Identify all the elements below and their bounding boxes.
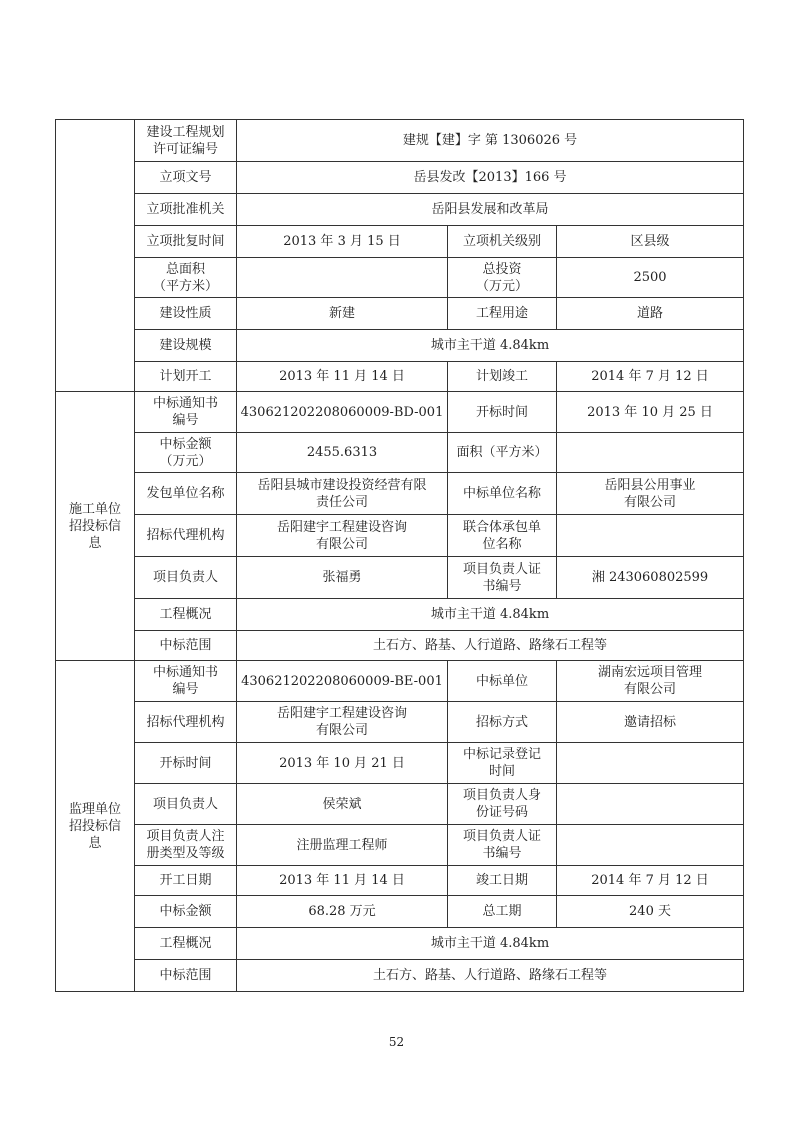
s-overview-value: 城市主干道 4.84km	[237, 928, 744, 960]
construction-nature-value: 新建	[237, 298, 448, 330]
s-record-time-value	[557, 743, 744, 784]
supervision-section-label: 监理单位 招投标信 息	[56, 661, 135, 992]
c-award-amount-value: 2455.6313	[237, 433, 448, 473]
c-bid-opening-label: 开标时间	[448, 392, 557, 433]
s-tender-method-label: 招标方式	[448, 702, 557, 743]
c-winner-value: 岳阳县公用事业 有限公司	[557, 473, 744, 515]
c-scope-value: 土石方、路基、人行道路、路缘石工程等	[237, 631, 744, 661]
c-employer-label: 发包单位名称	[135, 473, 237, 515]
approval-doc-value: 岳县发改【2013】166 号	[237, 162, 744, 194]
s-scope-value: 土石方、路基、人行道路、路缘石工程等	[237, 960, 744, 992]
s-manager-cert-value	[557, 825, 744, 866]
c-manager-cert-value: 湘 243060802599	[557, 557, 744, 599]
c-award-amount-label: 中标金额 （万元）	[135, 433, 237, 473]
c-award-notice-label: 中标通知书 编号	[135, 392, 237, 433]
planning-permit-value: 建规【建】字 第 1306026 号	[237, 120, 744, 162]
s-overview-label: 工程概况	[135, 928, 237, 960]
planned-start-value: 2013 年 11 月 14 日	[237, 362, 448, 392]
s-start-date-value: 2013 年 11 月 14 日	[237, 866, 448, 896]
s-manager-value: 侯荣斌	[237, 784, 448, 825]
c-consortium-value	[557, 515, 744, 557]
s-end-date-value: 2014 年 7 月 12 日	[557, 866, 744, 896]
s-tender-method-value: 邀请招标	[557, 702, 744, 743]
c-overview-label: 工程概况	[135, 599, 237, 631]
approval-authority-label: 立项批准机关	[135, 194, 237, 226]
s-agency-label: 招标代理机构	[135, 702, 237, 743]
c-manager-cert-label: 项目负责人证 书编号	[448, 557, 557, 599]
c-area-value	[557, 433, 744, 473]
project-use-label: 工程用途	[448, 298, 557, 330]
s-award-amount-value: 68.28 万元	[237, 896, 448, 928]
c-agency-value: 岳阳建宇工程建设咨询 有限公司	[237, 515, 448, 557]
c-scope-label: 中标范围	[135, 631, 237, 661]
project-section-label	[56, 120, 135, 392]
c-manager-label: 项目负责人	[135, 557, 237, 599]
s-manager-reg-value: 注册监理工程师	[237, 825, 448, 866]
total-investment-label: 总投资 （万元）	[448, 258, 557, 298]
c-award-notice-value: 430621202208060009-BD-001	[237, 392, 448, 433]
c-employer-value: 岳阳县城市建设投资经营有限 责任公司	[237, 473, 448, 515]
c-winner-label: 中标单位名称	[448, 473, 557, 515]
approval-authority-value: 岳阳县发展和改革局	[237, 194, 744, 226]
approval-doc-label: 立项文号	[135, 162, 237, 194]
construction-scale-label: 建设规模	[135, 330, 237, 362]
project-info-table	[55, 119, 744, 992]
s-scope-label: 中标范围	[135, 960, 237, 992]
s-manager-id-label: 项目负责人身 份证号码	[448, 784, 557, 825]
total-area-value	[237, 258, 448, 298]
construction-scale-value: 城市主干道 4.84km	[237, 330, 744, 362]
s-award-amount-label: 中标金额	[135, 896, 237, 928]
s-award-notice-label: 中标通知书 编号	[135, 661, 237, 702]
authority-level-label: 立项机关级别	[448, 226, 557, 258]
total-area-label: 总面积 （平方米）	[135, 258, 237, 298]
s-record-time-label: 中标记录登记 时间	[448, 743, 557, 784]
c-overview-value: 城市主干道 4.84km	[237, 599, 744, 631]
construction-section-label: 施工单位 招投标信 息	[56, 392, 135, 661]
construction-nature-label: 建设性质	[135, 298, 237, 330]
s-agency-value: 岳阳建宇工程建设咨询 有限公司	[237, 702, 448, 743]
c-consortium-label: 联合体承包单 位名称	[448, 515, 557, 557]
s-end-date-label: 竣工日期	[448, 866, 557, 896]
page-number: 52	[388, 1035, 405, 1049]
s-manager-id-value	[557, 784, 744, 825]
approval-date-label: 立项批复时间	[135, 226, 237, 258]
s-bid-opening-value: 2013 年 10 月 21 日	[237, 743, 448, 784]
approval-date-value: 2013 年 3 月 15 日	[237, 226, 448, 258]
s-manager-reg-label: 项目负责人注 册类型及等级	[135, 825, 237, 866]
s-winner-value: 湖南宏远项目管理 有限公司	[557, 661, 744, 702]
s-manager-cert-label: 项目负责人证 书编号	[448, 825, 557, 866]
s-duration-label: 总工期	[448, 896, 557, 928]
c-area-label: 面积（平方米）	[448, 433, 557, 473]
c-agency-label: 招标代理机构	[135, 515, 237, 557]
planning-permit-label: 建设工程规划 许可证编号	[135, 120, 237, 162]
s-award-notice-value: 430621202208060009-BE-001	[237, 661, 448, 702]
planned-completion-value: 2014 年 7 月 12 日	[557, 362, 744, 392]
s-manager-label: 项目负责人	[135, 784, 237, 825]
s-start-date-label: 开工日期	[135, 866, 237, 896]
authority-level-value: 区县级	[557, 226, 744, 258]
s-bid-opening-label: 开标时间	[135, 743, 237, 784]
c-manager-value: 张福勇	[237, 557, 448, 599]
project-use-value: 道路	[557, 298, 744, 330]
s-duration-value: 240 天	[557, 896, 744, 928]
s-winner-label: 中标单位	[448, 661, 557, 702]
planned-completion-label: 计划竣工	[448, 362, 557, 392]
c-bid-opening-value: 2013 年 10 月 25 日	[557, 392, 744, 433]
planned-start-label: 计划开工	[135, 362, 237, 392]
total-investment-value: 2500	[557, 258, 744, 298]
